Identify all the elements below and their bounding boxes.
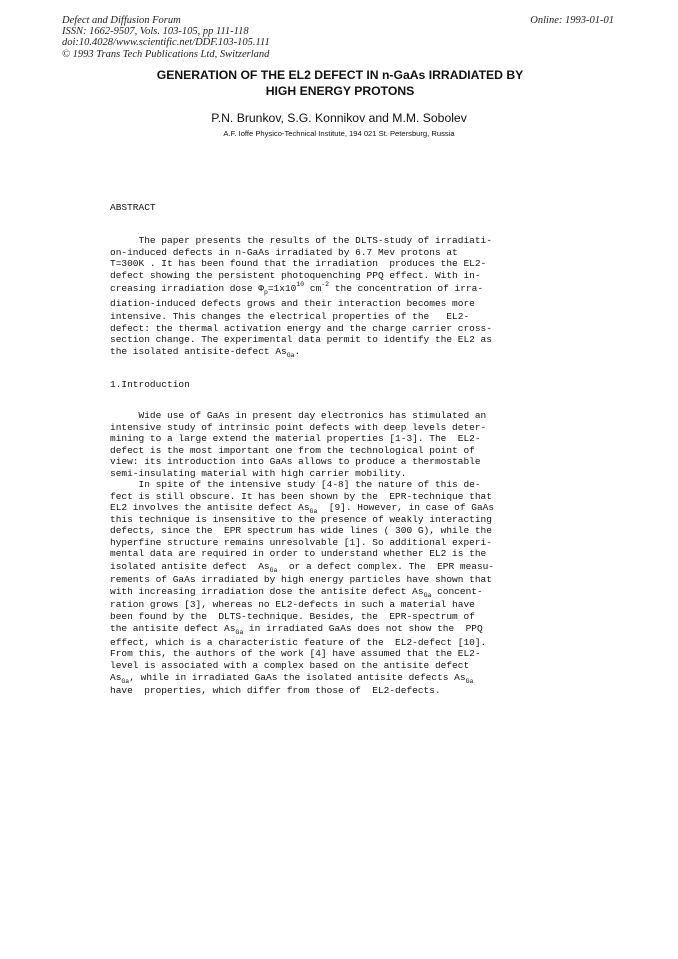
subscript: Ga [309, 508, 318, 515]
subscript: Ga [423, 592, 432, 600]
intro-text: concent- [431, 586, 483, 598]
intro-line: effect, which is a characteristic feature of the EL2-defect [10]. [110, 636, 487, 648]
abstract-line [110, 281, 540, 296]
abstract-text: . [294, 345, 301, 357]
intro-line: defect is the most important one from the technological point of [110, 444, 475, 456]
intro-text: As [110, 672, 122, 684]
intro-line: Wide use of GaAs in present day electronics has stimulated an [110, 410, 487, 421]
intro-line [110, 622, 540, 636]
issn-line: ISSN: 1662-9507, Vols. 103-105, pp 111-118 [62, 26, 249, 38]
intro-line: this technique is insensitive to the presence of weakly interacting [110, 513, 492, 525]
intro-line [110, 560, 540, 574]
intro-line: rements of GaAs irradiated by high energy particles have shown that [110, 573, 492, 585]
abstract-text: the concentration of irra- [329, 283, 484, 294]
intro-line [110, 585, 540, 599]
abstract-line: intensive. This changes the electrical properties of the EL2- [110, 311, 470, 323]
abstract-line: diation-induced defects grows and their interaction becomes more [110, 298, 475, 310]
intro-line: In spite of the intensive study [4-8] the nature of this de- [110, 479, 481, 490]
intro-text: the antisite defect As [110, 623, 236, 635]
intro-line: fect is still obscure. It has been shown by the EPR-technique that [110, 490, 492, 502]
intro-line: mining to a large extend the material properties [1-3]. The EL2- [110, 433, 481, 444]
abstract-text: the isolated antisite-defect As [110, 345, 287, 357]
journal-name: Defect and Diffusion Forum [62, 15, 181, 26]
abstract-line: T=300K . It has been found that the irradiation produces the EL2- [110, 258, 487, 269]
superscript: -2 [321, 281, 330, 288]
abstract-body [110, 235, 540, 357]
online-date: Online: 1993-01-01 [530, 15, 614, 26]
intro-line: From this, the authors of the work [4] have assumed that the EL2- [110, 648, 481, 660]
intro-line [110, 502, 540, 514]
intro-text: EL2 involves the antisite defect As [110, 502, 310, 513]
copyright-line: © 1993 Trans Tech Publications Ltd, Switzerland [62, 48, 270, 60]
abstract-heading: ABSTRACT [110, 202, 156, 213]
subscript: Ga [465, 678, 474, 686]
title-line-1: GENERATION OF THE EL2 DEFECT IN n-GaAs IRRADIATED BY [156, 68, 524, 82]
intro-line: hyperfine structure remains unresolvable [1]. So additional experi- [110, 536, 492, 548]
intro-line: level is associated with a complex based on the antisite defect [110, 659, 470, 671]
intro-text: isolated antisite defect As [110, 560, 270, 572]
introduction-body [110, 410, 540, 697]
journal-meta [62, 15, 270, 60]
introduction-heading: 1.Introduction [110, 379, 190, 390]
intro-line: view: its introduction into GaAs allows to produce a thermostable [110, 456, 481, 467]
abstract-line [110, 346, 540, 358]
intro-line: been found by the DLTS-technique. Besides, the EPR-spectrum of [110, 610, 475, 622]
superscript: 10 [296, 281, 305, 288]
doi-line: doi:10.4028/www.scientific.net/DDF.103-105.111 [62, 37, 270, 49]
subscript: p [263, 289, 268, 296]
intro-line: mental data are required in order to understand whether EL2 is the [110, 548, 487, 559]
abstract-line: defect: the thermal activation energy and the charge carrier cross- [110, 322, 492, 334]
subscript: Ga [269, 566, 278, 574]
abstract-line: defect showing the persistent photoquenching PPQ effect. With in- [110, 269, 481, 281]
intro-text: , while in irradiated GaAs the isolated antisite defects As [129, 672, 466, 684]
title-line-2: HIGH ENERGY PROTONS [265, 83, 415, 98]
subscript: Ga [121, 678, 130, 686]
abstract-text: =1x10 [267, 283, 297, 294]
affiliation: A.F. Ioffe Physico-Technical Institute, 194 021 St. Petersburg, Russia [223, 129, 455, 138]
abstract-line: on-induced defects in n-GaAs irradiated by 6.7 Mev protons at [110, 246, 458, 258]
abstract-line: section change. The experimental data permit to identify the EL2 as [110, 334, 492, 346]
abstract-line: The paper presents the results of the DLTS-study of irradiati- [110, 235, 492, 246]
intro-line: defects, since the EPR spectrum has wide lines ( 300 G), while the [110, 525, 492, 536]
intro-line: intensive study of intrinsic point defects with deep levels deter- [110, 421, 487, 433]
abstract-text: cm [304, 283, 322, 294]
intro-line: have properties, which differ from those of EL2-defects. [110, 685, 441, 697]
intro-line [110, 671, 540, 685]
abstract-text: creasing irradiation dose Φ [110, 283, 264, 294]
intro-line: ration grows [3], whereas no EL2-defects in such a material have [110, 599, 475, 611]
subscript: Ga [235, 629, 244, 637]
subscript: Ga [286, 351, 295, 359]
paper-title [110, 68, 570, 99]
intro-line: semi-insulating material with high carrier mobility. [110, 467, 407, 479]
intro-text: with increasing irradiation dose the antisite defect As [110, 586, 424, 598]
intro-text: or a defect complex. The EPR measu- [277, 560, 495, 572]
intro-text: [9]. However, in case of GaAs [317, 502, 495, 513]
intro-text: in irradiated GaAs does not show the PPQ [243, 623, 483, 635]
authors: P.N. Brunkov, S.G. Konnikov and M.M. Sobolev [211, 111, 467, 125]
